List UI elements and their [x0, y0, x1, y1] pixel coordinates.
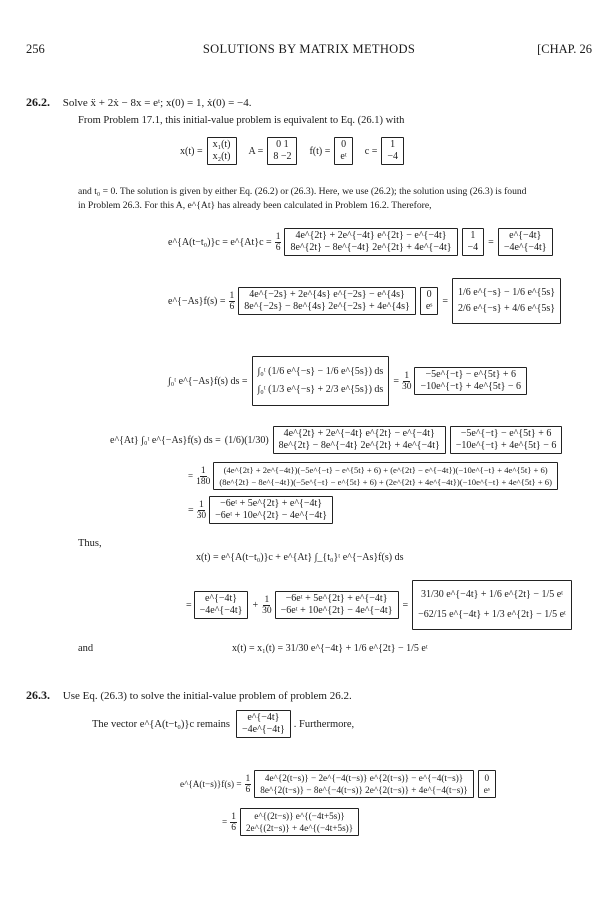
intro-text: From Problem 17.1, this initial-value problem is equivalent to Eq. (26.1) with [78, 115, 405, 126]
eq1-fraction: $\frac{1}{6}$ [275, 231, 281, 253]
eq5-equals: = [402, 599, 409, 611]
equation-6 [180, 770, 496, 798]
paragraph-2-line-2: in Problem 26.3. For this A, e^{At} has already been calculated in Problem 16.2. Therefore, [78, 200, 432, 211]
eq6-line2-fraction: $\frac{1}{6}$ [231, 811, 236, 833]
final-answer: x(t) = x₁(t) = 31/30 e^{−4t} + 1/6 e^{2t} − 1/5 eᵗ [232, 643, 428, 654]
eq5-plus: + [252, 599, 259, 611]
eq2-lhs: e^{−As}f(s) = [168, 295, 226, 307]
problem-heading-26-2 [26, 95, 251, 110]
eq4-line2-matrix: (4e^{2t} + 2e^{−4t})(−5e^{−t} − e^{5t} + 6) + (e^{2t} − e^{−4t})(−10e^{−t} + 4e^{5t} + 6) (8e^{2t} − 8e^{−4t})(−5e^{−t} − e^{5t} + 6) + (2e^{2t} + 4e^{−4t})(−10e^{−t} + 4e^{5t} + 6) [213, 462, 558, 490]
eq6-matrix: 4e^{2(t−s)} − 2e^{−4(t−s)} e^{2(t−s)} − e^{−4(t−s)} 8e^{2(t−s)} − 8e^{−4(t−s)} 2e^{2(t−s)} + 4e^{−4(t−s)} [254, 770, 474, 798]
eq1-equals: = [488, 236, 494, 248]
definitions-row [180, 137, 404, 165]
vector-text-post: . Furthermore, [293, 718, 355, 730]
eq2-result: 1/6 e^{−s} − 1/6 e^{5s} 2/6 e^{−s} + 4/6 e^{5s} [452, 278, 561, 324]
eq4-line3-fraction: $\frac{1}{30}$ [196, 499, 207, 521]
x-label: x(t) = [180, 145, 203, 157]
equation-5-lhs: x(t) = e^{A(t−t₀)}c + e^{At} ∫_{t₀}ᵗ e^{−As}f(s) ds [196, 552, 404, 563]
eq4-line2-equals: = [188, 471, 194, 481]
equation-4-line-1 [110, 426, 562, 454]
page-number: 256 [26, 42, 45, 56]
eq6-fraction: $\frac{1}{6}$ [245, 773, 251, 795]
f-vector: 0 eᵗ [334, 137, 352, 165]
eq1-lhs: e^{A(t−t₀)}c = e^{At}c = [168, 236, 272, 248]
equation-3 [168, 356, 527, 406]
vector-remains-line [92, 710, 354, 738]
equation-1 [168, 228, 553, 256]
eq3-lhs: ∫₀ᵗ e^{−As}f(s) ds = [168, 375, 248, 387]
chapter-label: [CHAP. 26 [537, 42, 592, 56]
paragraph-2-line-1: and t₀ = 0. The solution is given by either Eq. (26.2) or (26.3). Here, we use (26.2); the solution using (26.3) is found [78, 186, 527, 197]
equation-2 [168, 278, 561, 324]
and-text: and [78, 643, 94, 654]
page-header [26, 42, 592, 60]
eq5-result: 31/30 e^{−4t} + 1/6 e^{2t} − 1/5 eᵗ −62/15 e^{−4t} + 1/3 e^{2t} − 1/5 eᵗ [412, 580, 572, 630]
eq4-matrix: 4e^{2t} + 2e^{−4t} e^{2t} − e^{−4t} 8e^{2t} − 8e^{−4t} 2e^{2t} + 4e^{−4t} [273, 426, 446, 454]
equation-6-line-2 [222, 808, 359, 836]
eq6-vector: 0 eˢ [478, 770, 496, 798]
equation-4-line-2 [188, 462, 558, 490]
problem-statement: Solve ẍ + 2ẋ − 8x = eᵗ; x(0) = 1, ẋ(0) = −4. [62, 97, 252, 109]
eq1-matrix: 4e^{2t} + 2e^{−4t} e^{2t} − e^{−4t} 8e^{2t} − 8e^{−4t} 2e^{2t} + 4e^{−4t} [284, 228, 457, 256]
eq3-fraction: $\frac{1}{30}$ [401, 370, 412, 392]
eq3-equals: = [393, 375, 399, 387]
thus-text: Thus, [78, 538, 102, 549]
equation-5: = e^{−4t} −4e^{−4t} + $\frac{1}{30}$ −6eᵗ + 5e^{2t} + e^{−4t} −6eᵗ + 10e^{2t} − 4e^{−4t} = 31/30 e^{−4t} + 1/6 e^{2t} − 1/5 eᵗ −62/15 e^{−4t} + 1/3 e^{2t} − 1/5 eᵗ [186, 580, 572, 630]
eq3-integral-matrix: ∫₀ᵗ (1/6 e^{−s} − 1/6 e^{5s}) ds ∫₀ᵗ (1/3 e^{−s} + 2/3 e^{5s}) ds [252, 356, 390, 406]
eq4-line3-matrix: −6eᵗ + 5e^{2t} + e^{−4t} −6eᵗ + 10e^{2t} − 4e^{−4t} [209, 496, 333, 524]
eq6-line2-equals: = [222, 817, 228, 827]
eq3-result: −5e^{−t} − e^{5t} + 6 −10e^{−t} + 4e^{5t} − 6 [414, 367, 527, 395]
eq4-line3-equals: = [188, 504, 194, 516]
eq4-lhs: e^{At} ∫₀ᵗ e^{−As}f(s) ds = [110, 434, 221, 446]
A-matrix: 0 1 8 −2 [267, 137, 297, 165]
eq6-lhs: e^{A(t−s)}f(s) = [180, 779, 242, 789]
running-title: SOLUTIONS BY MATRIX METHODS [202, 42, 416, 56]
eq5-middle-matrix: −6eᵗ + 5e^{2t} + e^{−4t} −6eᵗ + 10e^{2t} − 4e^{−4t} [275, 591, 399, 619]
eq2-equals: = [442, 295, 449, 307]
eq4-coefficient: (1/6)(1/30) [224, 434, 269, 446]
f-label: f(t) = [309, 145, 331, 157]
vector-text-pre: The vector e^{A(t−t₀)}c remains [92, 718, 230, 730]
eq2-fraction: $\frac{1}{6}$ [229, 290, 235, 312]
eq1-vector: 1 −4 [462, 228, 485, 256]
problem-number: 26.2. [26, 95, 50, 109]
eq5-fraction: $\frac{1}{30}$ [262, 594, 272, 616]
eq1-result: e^{−4t} −4e^{−4t} [498, 228, 553, 256]
eq5-left-vector: e^{−4t} −4e^{−4t} [194, 591, 249, 619]
problem-heading-26-3 [26, 688, 352, 703]
x-vector: x₁(t) x₂(t) [207, 137, 237, 165]
A-label: A = [248, 145, 264, 157]
equation-4-line-3 [188, 496, 333, 524]
vector-remains: e^{−4t} −4e^{−4t} [236, 710, 291, 738]
eq2-matrix: 4e^{−2s} + 2e^{4s} e^{−2s} − e^{4s} 8e^{−2s} − 8e^{4s} 2e^{−2s} + 4e^{4s} [238, 287, 416, 315]
eq6-line2-matrix: e^{(2t−s)} e^{(−4t+5s)} 2e^{(2t−s)} + 4e^{(−4t+5s)} [240, 808, 359, 836]
eq4-vector: −5e^{−t} − e^{5t} + 6 −10e^{−t} + 4e^{5t} − 6 [450, 426, 563, 454]
eq4-line2-fraction: $\frac{1}{180}$ [196, 465, 211, 487]
c-vector: 1 −4 [381, 137, 404, 165]
problem-number-26-3: 26.3. [26, 688, 50, 702]
c-label: c = [364, 145, 378, 157]
problem-statement-26-3: Use Eq. (26.3) to solve the initial-value problem of problem 26.2. [62, 690, 352, 702]
eq2-vector: 0 eˢ [420, 287, 439, 315]
